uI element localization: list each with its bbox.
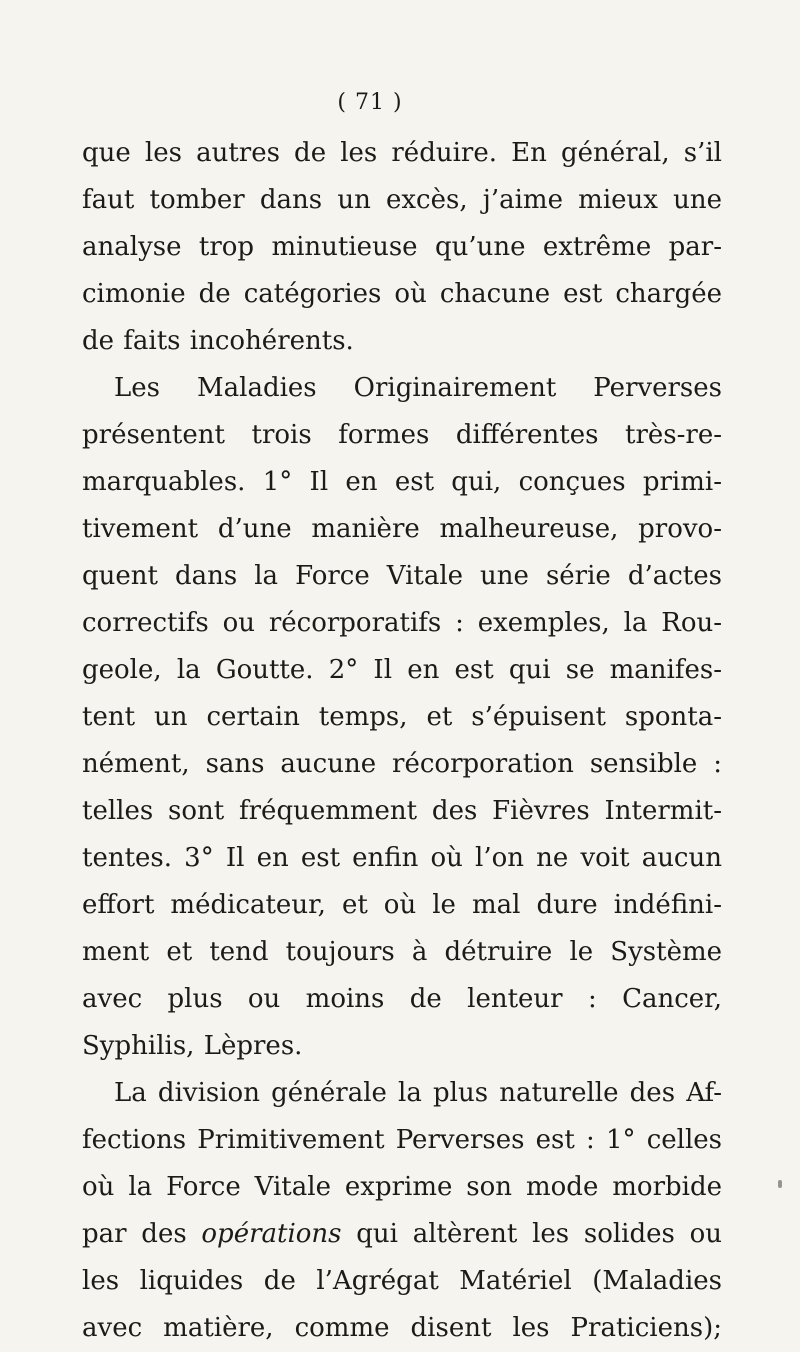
text-line: où la Force Vitale exprime son mode morbide	[82, 1172, 722, 1202]
text-line: correctifs ou récorporatifs : exemples, la Rou-	[82, 608, 722, 638]
text-line: ment et tend toujours à détruire le Système	[82, 937, 722, 967]
text-line: Syphilis, Lèpres.	[82, 1031, 303, 1061]
text-line: Les Maladies Originairement Perverses	[114, 373, 722, 403]
text-line: effort médicateur, et où le mal dure indéfini-	[82, 890, 722, 920]
text-segment: par des	[82, 1219, 202, 1249]
text-line: de faits incohérents.	[82, 326, 354, 356]
text-line: présentent trois formes différentes très-re-	[82, 420, 722, 450]
text-line-with-italic	[82, 1211, 722, 1258]
text-line: analyse trop minutieuse qu’une extrême par-	[82, 232, 722, 262]
page-text	[82, 130, 722, 1352]
text-segment: qui altèrent les solides ou	[341, 1219, 722, 1249]
text-line: quent dans la Force Vitale une série d’actes	[82, 561, 722, 591]
italic-word: opérations	[201, 1219, 342, 1249]
text-line: tent un certain temps, et s’épuisent sponta-	[82, 702, 722, 732]
text-line: cimonie de catégories où chacune est chargée	[82, 279, 722, 309]
text-line: avec matière, comme disent les Praticiens);	[82, 1313, 722, 1343]
text-line: telles sont fréquemment des Fièvres Intermit-	[82, 796, 722, 826]
text-line: La division générale la plus naturelle des Af-	[114, 1078, 722, 1108]
text-line: les liquides de l’Agrégat Matériel (Maladies	[82, 1266, 722, 1296]
text-line: marquables. 1° Il en est qui, conçues primi-	[82, 467, 722, 497]
text-line: fections Primitivement Perverses est : 1° celles	[82, 1125, 722, 1155]
text-line: que les autres de les réduire. En général, s’il	[82, 138, 722, 168]
text-line: faut tomber dans un excès, j’aime mieux une	[82, 185, 722, 215]
ink-speck	[778, 1180, 782, 1188]
page-number: ( 71 )	[337, 90, 403, 115]
text-line: geole, la Goutte. 2° Il en est qui se manifes-	[82, 655, 722, 685]
text-line: tivement d’une manière malheureuse, provo-	[82, 514, 722, 544]
text-line: nément, sans aucune récorporation sensible :	[82, 749, 722, 779]
text-line: avec plus ou moins de lenteur : Cancer,	[82, 984, 722, 1014]
text-line: tentes. 3° Il en est enfin où l’on ne voit aucun	[82, 843, 722, 873]
